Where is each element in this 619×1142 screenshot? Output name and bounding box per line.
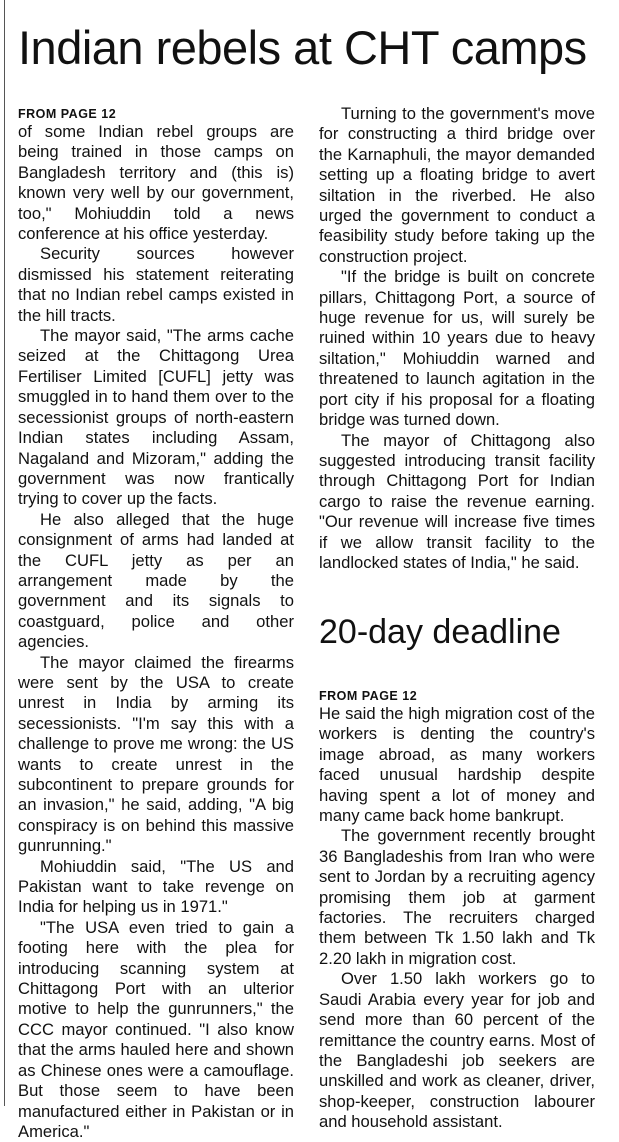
second-paragraph-1: He said the high migration cost of the workers is denting the country's image abroad, as many workers faced unusual hardship despite having spent a lot of money and many came back home bankrupt.: [319, 704, 595, 826]
main-paragraph-6: Mohiuddin said, "The US and Pakistan want to take revenge on India for helping us in 1971.": [18, 856, 294, 917]
second-paragraph-2: The government recently brought 36 Bangladeshis from Iran who were sent to Jordan by a recruiting agency promising them job at garment factories. The recruiters charged them between Tk 1.50 lakh and Tk 2.20 lakh in migration cost.: [319, 826, 595, 968]
main-paragraph-8: Turning to the government's move for constructing a third bridge over the Karnaphuli, the mayor demanded setting up a floating bridge to avert siltation in the riverbed. He also urged the government to conduct a feasibility study before taking up the construction project.: [319, 104, 595, 266]
main-paragraph-2: Security sources however dismissed his statement reiterating that no Indian rebel camps existed in the hill tracts.: [18, 244, 294, 325]
main-paragraph-5: The mayor claimed the firearms were sent by the USA to create unrest in India by arming its secessionists. "I'm say this with a challenge to prove me wrong: the US wants to create unrest in the subcontinent to prepare grounds for an invasion," he said, adding, "A big conspiracy is on behind this massive gunrunning.": [18, 652, 294, 856]
main-headline: Indian rebels at CHT camps: [18, 21, 587, 74]
main-story-column-1: [18, 106, 294, 1142]
second-headline: 20-day deadline: [319, 613, 561, 651]
main-paragraph-1: of some Indian rebel groups are being trained in those camps on Bangladesh territory and (this is) known very well by our government, too," Mohiuddin told a news conference at his office yesterday.: [18, 122, 294, 244]
main-jump-label: FROM PAGE 12: [18, 107, 117, 121]
main-paragraph-10: The mayor of Chittagong also suggested introducing transit facility through Chittagong Port for Indian cargo to raise the revenue earning. "Our revenue will increase five times if we allow transit facility to the landlocked states of India," he said.: [319, 430, 595, 572]
second-paragraph-3: Over 1.50 lakh workers go to Saudi Arabia every year for job and send more than 60 percent of the remittance the country earns. Most of the Bangladeshi job seekers are unskilled and work as cleaner, driver, shop-keeper, construction labourer and household assistant.: [319, 969, 595, 1132]
main-paragraph-7: "The USA even tried to gain a footing here with the plea for introducing scanning system at Chittagong Port with an ulterior motive to help the gunrunners," the CCC mayor continued. "I also know that the arms hauled here and shown as Chinese ones were a camouflage. But those seem to have been manufactured either in Pakistan or in America.": [18, 917, 294, 1141]
main-story-column-2: [319, 104, 595, 573]
second-story-column: [319, 688, 595, 1133]
second-jump-label: FROM PAGE 12: [319, 689, 418, 703]
column-rule: [4, 0, 5, 1106]
main-paragraph-4: He also alleged that the huge consignment of arms had landed at the CUFL jetty as per an arrangement made by the government and its signals to coastguard, police and other agencies.: [18, 509, 294, 652]
main-paragraph-3: The mayor said, "The arms cache seized at the Chittagong Urea Fertiliser Limited [CUFL] jetty was smuggled in to hand them over to the secessionist groups of north-eastern Indian states including Assam, Nagaland and Mizoram," adding the government was now frantically trying to cover up the facts.: [18, 326, 294, 509]
main-paragraph-9: "If the bridge is built on concrete pillars, Chittagong Port, a source of huge revenue for us, will surely be ruined within 10 years due to heavy siltation," Mohiuddin warned and threatened to launch agitation in the port city if his proposal for a floating bridge was turned down.: [319, 267, 595, 430]
